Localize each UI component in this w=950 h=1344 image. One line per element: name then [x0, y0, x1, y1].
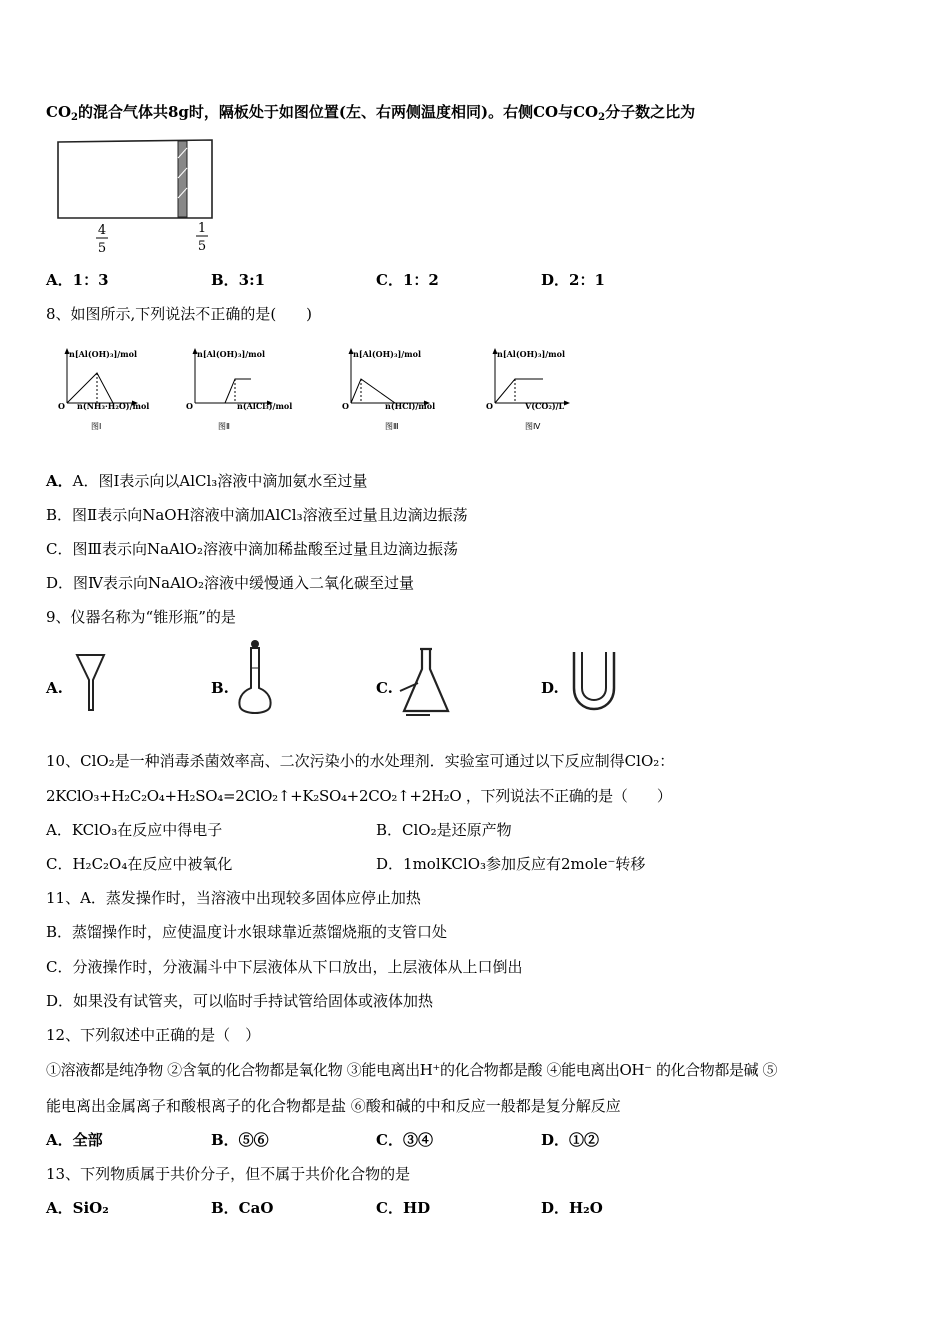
graph-2	[186, 348, 292, 431]
q8-graphs	[55, 345, 595, 435]
graph-1-ylabel: n[Al(OH)₃]/mol	[69, 349, 137, 359]
graph-4	[486, 348, 570, 431]
graph-3-ylabel: n[Al(OH)₃]/mol	[353, 349, 421, 359]
graph-1-xlabel: n(NH₃·H₂O)/mol	[77, 401, 150, 411]
graph-4-caption: 图Ⅳ	[525, 422, 541, 431]
q9-option-b: B.	[211, 679, 229, 697]
q10-stem: 10、ClO₂是一种消毒杀菌效率高、二次污染小的水处理剂．实验室可通过以下反应制得ClO₂：	[46, 752, 675, 770]
q7-option-d: D．2：1	[541, 271, 605, 289]
q12-option-a: A．全部	[46, 1131, 103, 1149]
graph-1	[58, 348, 149, 431]
frac-right-den: 5	[197, 239, 207, 254]
q7-option-b: B．3:1	[211, 271, 266, 289]
graph-3	[342, 348, 435, 431]
q10-option-d: D．1molKClO₃参加反应有2mole⁻转移	[376, 855, 646, 873]
q13-option-c: C．HD	[376, 1199, 431, 1217]
q7-container-figure	[52, 138, 222, 258]
q12-option-b: B．⑤⑥	[211, 1131, 269, 1149]
funnel-icon	[74, 650, 108, 714]
q9-option-a: A.	[46, 679, 63, 697]
svg-text:O: O	[186, 401, 193, 411]
q11-line-d: D．如果没有试管夹，可以临时手持试管给固体或液体加热	[46, 992, 434, 1010]
q12-stem: 12、下列叙述中正确的是（ ）	[46, 1026, 261, 1044]
u-tube-icon	[568, 650, 620, 714]
graph-3-xlabel: n(HCl)/mol	[385, 401, 436, 411]
q8-option-c: C．图Ⅲ表示向NaAlO₂溶液中滴加稀盐酸至过量且边滴边振荡	[46, 540, 458, 558]
frac-left-den: 5	[97, 241, 107, 256]
graph-1-caption: 图Ⅰ	[91, 422, 102, 431]
conical-flask-icon	[396, 643, 456, 719]
q9-option-c: C.	[376, 679, 393, 697]
frac-right-num: 1	[197, 221, 207, 236]
q13-option-d: D．H₂O	[541, 1199, 603, 1217]
frac-left-num: 4	[97, 223, 107, 238]
graph-2-xlabel: n(AlCl₃)/mol	[237, 401, 293, 411]
q7-stem: $CO_2$的混合气体共8g时，隔板处于如图位置(左、右两侧温度相同)。右侧CO与$CO_2$分子数之比为	[46, 103, 696, 123]
q11-line-a: 11、A．蒸发操作时，当溶液中出现较多固体应停止加热	[46, 889, 421, 907]
q12-line-2: 能电离出金属离子和酸根离子的化合物都是盐 ⑥酸和碱的中和反应一般都是复分解反应	[46, 1097, 621, 1115]
q9-option-d: D.	[541, 679, 559, 697]
q7-option-c: C．1：2	[376, 271, 439, 289]
graph-4-xlabel: V(CO₂)/L	[525, 401, 565, 411]
svg-text:O: O	[486, 401, 493, 411]
graph-2-ylabel: n[Al(OH)₃]/mol	[197, 349, 265, 359]
svg-text:O: O	[342, 401, 349, 411]
q8-option-d: D．图Ⅳ表示向NaAlO₂溶液中缓慢通入二氧化碳至过量	[46, 574, 415, 592]
q10-option-c: C．H₂C₂O₄在反应中被氧化	[46, 855, 233, 873]
graph-2-caption: 图Ⅱ	[218, 422, 230, 431]
q11-line-c: C．分液操作时，分液漏斗中下层液体从下口放出，上层液体从上口倒出	[46, 958, 523, 976]
q7-option-a: A．1：3	[46, 271, 109, 289]
q8-stem: 8、如图所示,下列说法不正确的是( )	[46, 305, 313, 323]
q12-option-c: C．③④	[376, 1131, 433, 1149]
volumetric-flask-icon	[235, 638, 275, 718]
q9-stem: 9、仪器名称为“锥形瓶”的是	[46, 608, 236, 626]
q13-stem: 13、下列物质属于共价分子，但不属于共价化合物的是	[46, 1165, 411, 1183]
q13-option-b: B．CaO	[211, 1199, 274, 1217]
q13-option-a: A．SiO₂	[46, 1199, 109, 1217]
q11-line-b: B．蒸馏操作时，应使温度计水银球靠近蒸馏烧瓶的支管口处	[46, 923, 448, 941]
q10-option-a: A．KClO₃在反应中得电子	[46, 821, 223, 839]
q10-option-b: B．ClO₂是还原产物	[376, 821, 512, 839]
svg-text:O: O	[58, 401, 65, 411]
q10-equation: 2KClO₃+H₂C₂O₄+H₂SO₄=2ClO₂↑+K₂SO₄+2CO₂↑+2H₂O ，下列说法不正确的是（ ）	[46, 787, 672, 805]
q8-option-b: B．图Ⅱ表示向NaOH溶液中滴加AlCl₃溶液至过量且边滴边振荡	[46, 506, 468, 524]
q12-option-d: D．①②	[541, 1131, 600, 1149]
graph-4-ylabel: n[Al(OH)₃]/mol	[497, 349, 565, 359]
graph-3-caption: 图Ⅲ	[385, 422, 399, 431]
q12-line-1: ①溶液都是纯净物 ②含氧的化合物都是氧化物 ③能电离出H⁺的化合物都是酸 ④能电离出OH⁻ 的化合物都是碱 ⑤	[46, 1061, 778, 1079]
q8-option-a: A．A．图Ⅰ表示向以AlCl₃溶液中滴加氨水至过量	[46, 472, 368, 490]
